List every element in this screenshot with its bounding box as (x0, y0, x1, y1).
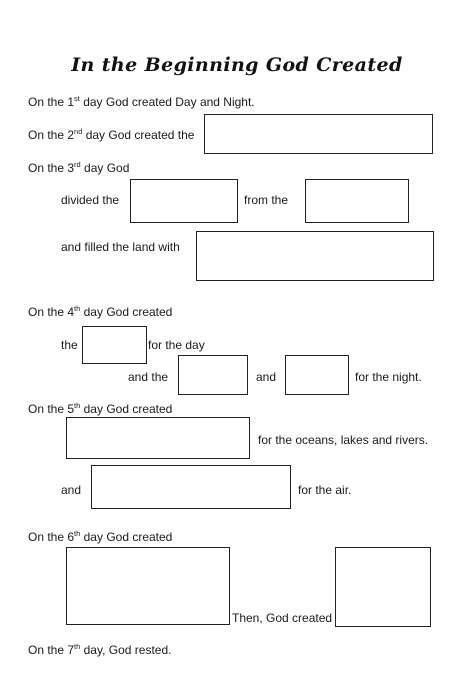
day6-suffix: day God created (80, 530, 173, 544)
page-title: In the Beginning God Created (71, 54, 403, 76)
day6-ordinal: th (74, 529, 81, 538)
day7-prefix: On the 7 (28, 643, 75, 657)
day3-prefix: On the 3 (28, 161, 75, 175)
day4-the-label: the (61, 338, 78, 352)
day4-line (28, 305, 172, 319)
day2-prefix: On the 2 (28, 128, 75, 142)
day3-divided-label: divided the (61, 193, 120, 207)
day3-from-answer-box[interactable] (305, 179, 409, 223)
day5-oceans-label: for the oceans, lakes and rivers. (258, 433, 429, 447)
day4-day-light-answer-box[interactable] (82, 326, 147, 364)
day6-then-label: Then, God created (232, 611, 333, 625)
day1-line (28, 95, 255, 109)
day5-line (28, 402, 172, 416)
day5-and-label: and (61, 483, 82, 497)
day4-night-light-answer-box[interactable] (178, 355, 248, 395)
day1-suffix: day God created Day and Night. (79, 95, 255, 109)
day5-ordinal: th (74, 401, 81, 410)
day3-from-label: from the (244, 193, 289, 207)
day4-suffix: day God created (80, 305, 173, 319)
day6-man-drawing-box[interactable] (335, 547, 431, 627)
day3-suffix: day God (80, 161, 130, 175)
day3-filled-answer-box[interactable] (196, 231, 434, 281)
day2-suffix: day God created the (82, 128, 195, 142)
day4-fornight-label: for the night. (355, 370, 422, 384)
day4-and-label: and (256, 370, 277, 384)
day5-air-label: for the air. (298, 483, 352, 497)
day6-line (28, 530, 172, 544)
day7-ordinal: th (74, 642, 81, 651)
day3-ordinal: rd (74, 160, 81, 169)
day4-stars-answer-box[interactable] (285, 355, 349, 395)
day3-line (28, 161, 129, 175)
day6-prefix: On the 6 (28, 530, 75, 544)
day4-ordinal: th (74, 304, 81, 313)
day4-forday-label: for the day (148, 338, 205, 352)
day5-air-answer-box[interactable] (91, 465, 291, 509)
day3-divided-answer-box[interactable] (130, 179, 238, 223)
day5-suffix: day God created (80, 402, 173, 416)
day3-filled-label: and filled the land with (61, 240, 180, 254)
day6-animals-drawing-box[interactable] (66, 547, 230, 625)
day4-andthe-label: and the (128, 370, 169, 384)
day7-suffix: day, God rested. (80, 643, 172, 657)
day1-ordinal: st (74, 94, 80, 103)
day2-line (28, 128, 194, 142)
day5-oceans-answer-box[interactable] (66, 417, 250, 459)
day5-prefix: On the 5 (28, 402, 75, 416)
day2-answer-box[interactable] (204, 114, 433, 154)
day1-prefix: On the 1 (28, 95, 75, 109)
day7-line (28, 643, 171, 657)
day2-ordinal: nd (74, 127, 83, 136)
day4-prefix: On the 4 (28, 305, 75, 319)
